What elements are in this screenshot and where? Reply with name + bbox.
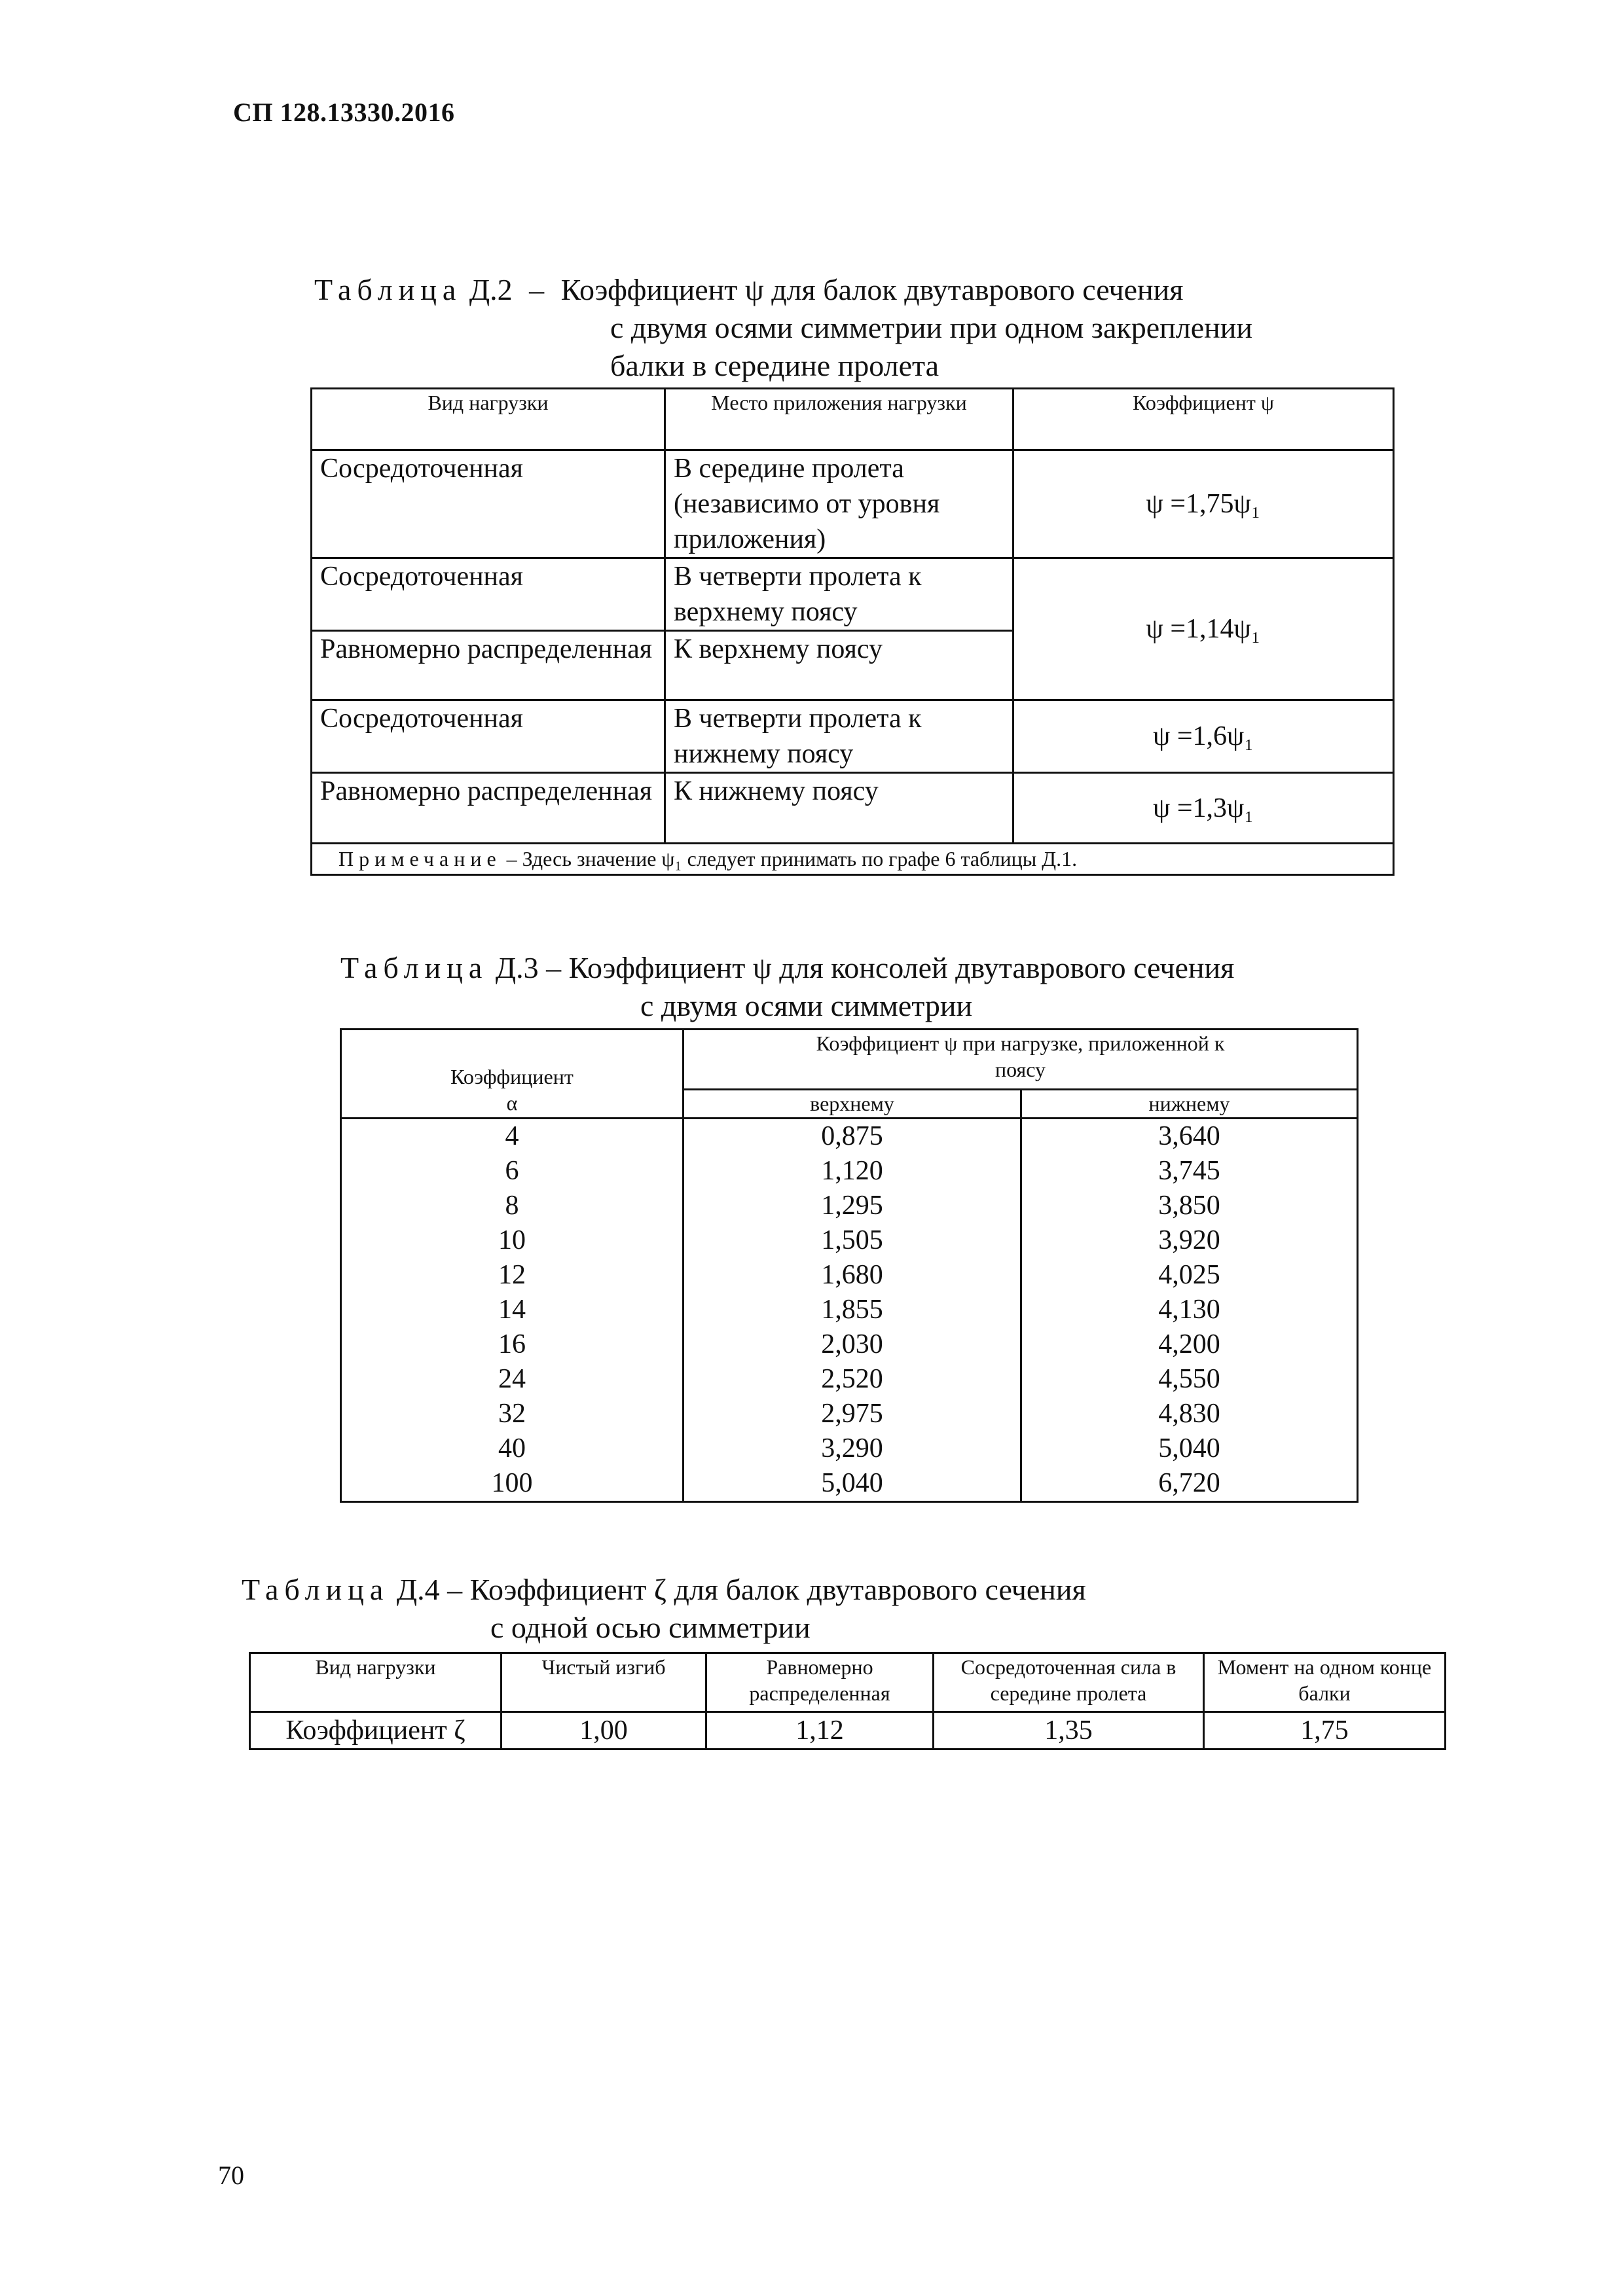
upper-cell: 1,855: [684, 1293, 1021, 1327]
caption-label: Таблица: [314, 273, 462, 306]
table-row: [341, 1154, 1358, 1189]
alpha-cell: 4: [341, 1119, 684, 1155]
row4-load: Сосредоточенная: [312, 700, 665, 773]
upper-cell: 2,030: [684, 1327, 1021, 1362]
upper-cell: 5,040: [684, 1466, 1021, 1502]
page-number: 70: [218, 2161, 244, 2190]
table-row: [341, 1119, 1358, 1155]
value-distributed: 1,12: [706, 1712, 934, 1749]
header-lower: нижнему: [1021, 1090, 1358, 1119]
table-d2-note: [312, 844, 1394, 875]
row-label: Коэффициент ζ: [250, 1712, 501, 1749]
lower-cell: 5,040: [1021, 1431, 1358, 1466]
table-row: [341, 1397, 1358, 1431]
alpha-cell: 14: [341, 1293, 684, 1327]
document-code: СП 128.13330.2016: [233, 98, 455, 127]
caption-title-line2: с двумя осями симметрии при одном закреплении: [610, 311, 1253, 344]
table-d3-body: [341, 1119, 1358, 1502]
header-load-type: Вид нагрузки: [312, 389, 665, 450]
lower-cell: 3,920: [1021, 1223, 1358, 1258]
table-row: [341, 1258, 1358, 1293]
upper-cell: 1,505: [684, 1223, 1021, 1258]
lower-cell: 4,200: [1021, 1327, 1358, 1362]
caption-label: Таблица: [340, 951, 488, 984]
row2-place: В четверти пролета к верхнему поясу: [665, 558, 1013, 631]
row1-load: Сосредоточенная: [312, 450, 665, 558]
caption-title-line2: с двумя осями симметрии: [640, 989, 973, 1022]
table-row: [341, 1327, 1358, 1362]
header-distributed: Равномерно распределенная: [706, 1653, 934, 1712]
table-row: [341, 1466, 1358, 1502]
caption-title-line1: – Коэффициент ψ для консолей двутаврового сечения: [546, 951, 1235, 984]
row4-formula: ψ =1,6ψ₁: [1013, 700, 1394, 773]
header-alpha: [341, 1030, 684, 1119]
header-upper: верхнему: [684, 1090, 1021, 1119]
header-concentrated: Сосредоточенная сила в середине пролета: [934, 1653, 1204, 1712]
row4-place: В четверти пролета к нижнему поясу: [665, 700, 1013, 773]
table-row: [341, 1293, 1358, 1327]
caption-title-line3: балки в середине пролета: [610, 349, 939, 382]
alpha-cell: 32: [341, 1397, 684, 1431]
table-d4-caption: [242, 1571, 1355, 1649]
alpha-cell: 6: [341, 1154, 684, 1189]
row1-formula: ψ =1,75ψ₁: [1013, 450, 1394, 558]
header-end-moment: Момент на одном конце балки: [1204, 1653, 1446, 1712]
lower-cell: 4,550: [1021, 1362, 1358, 1397]
lower-cell: 4,025: [1021, 1258, 1358, 1293]
header-alpha-line1: Коэффициент: [450, 1065, 574, 1088]
caption-title-line1: – Коэффициент ζ для балок двутаврового сечения: [447, 1573, 1086, 1606]
lower-cell: 4,830: [1021, 1397, 1358, 1431]
upper-cell: 2,520: [684, 1362, 1021, 1397]
table-d4: [249, 1652, 1446, 1750]
row2-load: Сосредоточенная: [312, 558, 665, 631]
upper-cell: 1,295: [684, 1189, 1021, 1223]
alpha-cell: 40: [341, 1431, 684, 1466]
row5-formula: ψ =1,3ψ₁: [1013, 773, 1394, 844]
value-end-moment: 1,75: [1204, 1712, 1446, 1749]
lower-cell: 3,640: [1021, 1119, 1358, 1155]
note-label: Примечание: [338, 847, 501, 870]
row3-load: Равномерно распределенная: [312, 631, 665, 700]
alpha-cell: 12: [341, 1258, 684, 1293]
caption-number: Д.3: [495, 951, 539, 984]
table-d3-caption: [340, 949, 1453, 1028]
lower-cell: 3,850: [1021, 1189, 1358, 1223]
upper-cell: 3,290: [684, 1431, 1021, 1466]
caption-title-line2: с одной осью симметрии: [490, 1611, 811, 1644]
upper-cell: 0,875: [684, 1119, 1021, 1155]
caption-number: Д.2: [469, 273, 513, 306]
note-text: – Здесь значение ψ₁ следует принимать по графе 6 таблицы Д.1.: [506, 847, 1078, 870]
caption-dash: –: [529, 273, 545, 306]
row1-place: В середине пролета (независимо от уровня приложения): [665, 450, 1013, 558]
header-pure-bending: Чистый изгиб: [501, 1653, 706, 1712]
row3-place: К верхнему поясу: [665, 631, 1013, 700]
row5-load: Равномерно распределенная: [312, 773, 665, 844]
header-load-type: Вид нагрузки: [250, 1653, 501, 1712]
alpha-cell: 100: [341, 1466, 684, 1502]
caption-title-line1: Коэффициент ψ для балок двутаврового сечения: [560, 273, 1184, 306]
lower-cell: 4,130: [1021, 1293, 1358, 1327]
table-d2: [310, 387, 1395, 876]
row2-3-formula: ψ =1,14ψ₁: [1013, 558, 1394, 700]
table-row: [341, 1362, 1358, 1397]
lower-cell: 6,720: [1021, 1466, 1358, 1502]
value-pure-bending: 1,00: [501, 1712, 706, 1749]
caption-number: Д.4: [396, 1573, 440, 1606]
alpha-cell: 16: [341, 1327, 684, 1362]
value-concentrated: 1,35: [934, 1712, 1204, 1749]
table-row: [341, 1189, 1358, 1223]
alpha-cell: 10: [341, 1223, 684, 1258]
table-d2-caption: [314, 271, 1427, 389]
row5-place: К нижнему поясу: [665, 773, 1013, 844]
upper-cell: 1,680: [684, 1258, 1021, 1293]
caption-label: Таблица: [242, 1573, 390, 1606]
upper-cell: 1,120: [684, 1154, 1021, 1189]
lower-cell: 3,745: [1021, 1154, 1358, 1189]
alpha-cell: 24: [341, 1362, 684, 1397]
header-psi-group: Коэффициент ψ при нагрузке, приложенной к поясу: [684, 1030, 1358, 1090]
alpha-cell: 8: [341, 1189, 684, 1223]
header-coefficient: Коэффициент ψ: [1013, 389, 1394, 450]
header-place: Место приложения нагрузки: [665, 389, 1013, 450]
header-alpha-line2: α: [506, 1091, 518, 1115]
upper-cell: 2,975: [684, 1397, 1021, 1431]
table-row: [341, 1223, 1358, 1258]
table-d3: [340, 1028, 1359, 1503]
table-row: [341, 1431, 1358, 1466]
